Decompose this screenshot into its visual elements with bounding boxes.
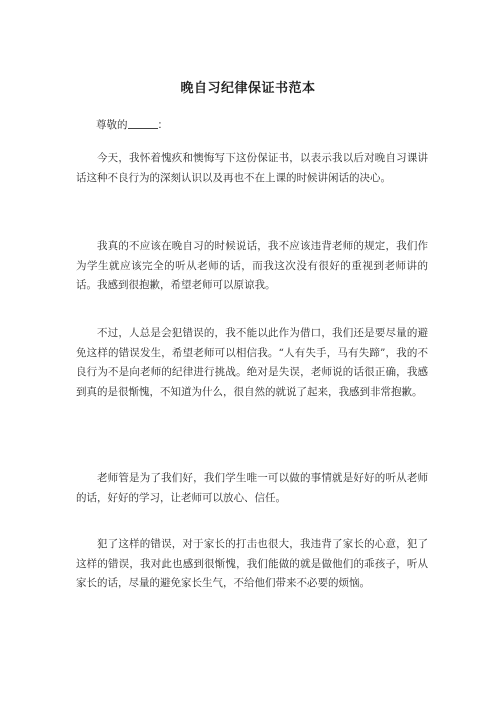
paragraph: 今天，我怀着愧疚和懊悔写下这份保证书，以表示我以后对晚自习课讲话这种不良行为的深刻认识以及再也不在上课的时候讲闲话的决心。: [76, 152, 428, 184]
paragraph: 不过，人总是会犯错误的，我不能以此作为借口，我们还是要尽量的避免这样的错误发生，希望老师可以相信我。“人有失手，马有失蹄”，我的不良行为不是向老师的纪律进行挑战。绝对是失误，老师说的话很正确，我感到真的是很惭愧，不知道为什么，很自然的就说了起来，我感到非常抱歉。: [76, 327, 428, 398]
document-title: 晚自习纪律保证书范本: [180, 81, 316, 96]
salutation-suffix: ：: [157, 119, 168, 131]
salutation-blank: [128, 118, 158, 129]
paragraph: 老师管是为了我们好，我们学生唯一可以做的事情就是好好的听从老师的话，好好的学习，让老师可以放心、信任。: [76, 472, 428, 504]
salutation: [96, 117, 168, 132]
paragraph: 我真的不应该在晚自习的时候说话，我不应该违背老师的规定，我们作为学生就应该完全的听从老师的话，而我这次没有很好的重视到老师讲的话。我感到很抱歉，希望老师可以原谅我。: [76, 240, 428, 291]
salutation-prefix: 尊敬的: [96, 119, 128, 131]
paragraph: 犯了这样的错误，对于家长的打击也很大，我违背了家长的心意，犯了这样的错误，我对此也感到很惭愧，我们能做的就是做他们的乖孩子，听从家长的话，尽量的避免家长生气，不给他们带来不必要的烦恼。: [76, 538, 428, 589]
